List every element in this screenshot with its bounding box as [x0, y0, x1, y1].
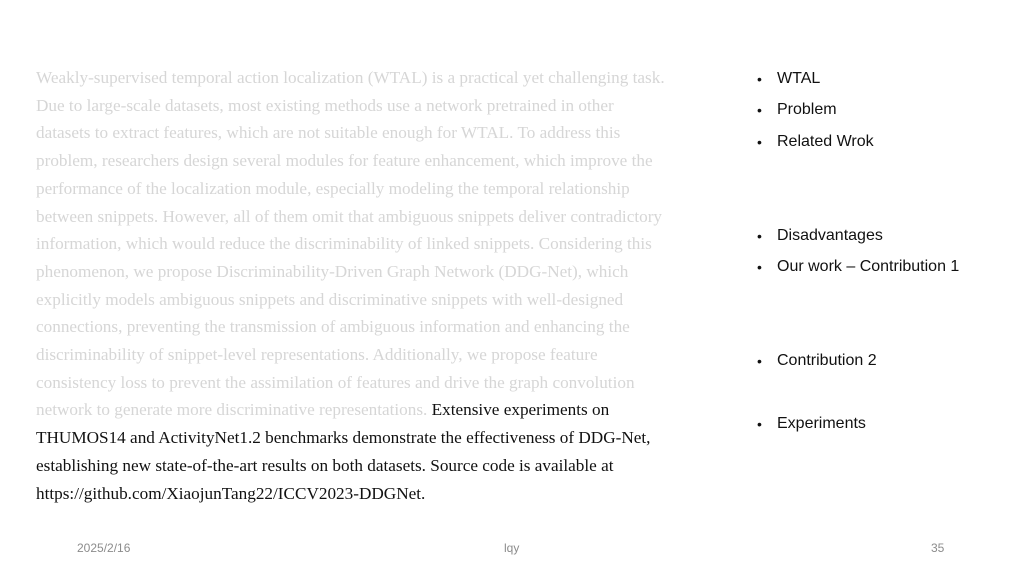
abstract-line: between snippets. However, all of them omit that ambiguous snippets deliver contradictory — [36, 206, 663, 226]
bullet-item-experiments — [757, 415, 866, 433]
footer-author: lqy — [504, 541, 520, 555]
abstract-line: performance of the localization module, especially modeling the temporal relationship — [36, 178, 630, 198]
bullet-item-wtal — [757, 70, 820, 88]
abstract-line: discriminability of snippet-level representations. Additionally, we propose feature — [36, 345, 598, 365]
abstract-highlight-line: establishing new state-of-the-art results on both datasets. Source code is available at — [36, 455, 614, 475]
bullet-item-contribution-2 — [757, 352, 877, 370]
bullet-item-contribution-1 — [757, 258, 959, 276]
bullet-label: WTAL — [777, 70, 821, 87]
abstract-line: problem, researchers design several modules for feature enhancement, which improve the — [36, 151, 653, 171]
bullet-label: Contribution 2 — [777, 352, 877, 369]
abstract-line: Due to large-scale datasets, most existing methods use a network pretrained in other — [36, 95, 614, 115]
bullet-icon: • — [757, 71, 762, 87]
abstract-highlight-segment: Extensive experiments on — [427, 400, 610, 420]
bullet-icon: • — [757, 259, 762, 275]
bullet-item-problem — [757, 101, 837, 119]
abstract-line: information, which would reduce the discriminability of linked snippets. Considering this — [36, 234, 652, 254]
abstract-line: Weakly-supervised temporal action localization (WTAL) is a practical yet challenging task. — [36, 68, 665, 87]
abstract-line: phenomenon, we propose Discriminability-Driven Graph Network (DDG-Net), which — [36, 261, 629, 281]
footer-date: 2025/2/16 — [77, 541, 131, 555]
bullet-label: Disadvantages — [777, 227, 883, 244]
bullet-label: Experiments — [777, 415, 866, 432]
bullet-item-disadvantages — [757, 227, 883, 245]
abstract-faded-segment: network to generate more discriminative representations. — [36, 400, 428, 420]
abstract-line-mixed — [36, 396, 742, 424]
bullet-icon: • — [757, 353, 762, 369]
abstract-text-block — [36, 64, 742, 507]
bullet-item-related-work — [757, 133, 874, 151]
abstract-highlight-line: https://github.com/XiaojunTang22/ICCV2023-DDGNet. — [36, 483, 426, 503]
bullet-icon: • — [757, 228, 762, 244]
bullet-icon: • — [757, 134, 762, 150]
bullet-label: Problem — [777, 101, 837, 118]
bullet-icon: • — [757, 416, 762, 432]
abstract-line: consistency loss to prevent the assimilation of features and drive the graph convolution — [36, 372, 635, 392]
abstract-highlight-line: THUMOS14 and ActivityNet1.2 benchmarks demonstrate the effectiveness of DDG-Net, — [36, 428, 651, 448]
abstract-line: connections, preventing the transmission of ambiguous information and enhancing the — [36, 317, 630, 337]
abstract-line: explicitly models ambiguous snippets and discriminative snippets with well-designed — [36, 289, 624, 309]
bullet-label: Related Wrok — [777, 133, 874, 150]
bullet-icon: • — [757, 102, 762, 118]
footer-page-number: 35 — [931, 541, 945, 555]
bullet-label: Our work – Contribution 1 — [777, 258, 960, 275]
abstract-line: datasets to extract features, which are not suitable enough for WTAL. To address this — [36, 123, 621, 143]
